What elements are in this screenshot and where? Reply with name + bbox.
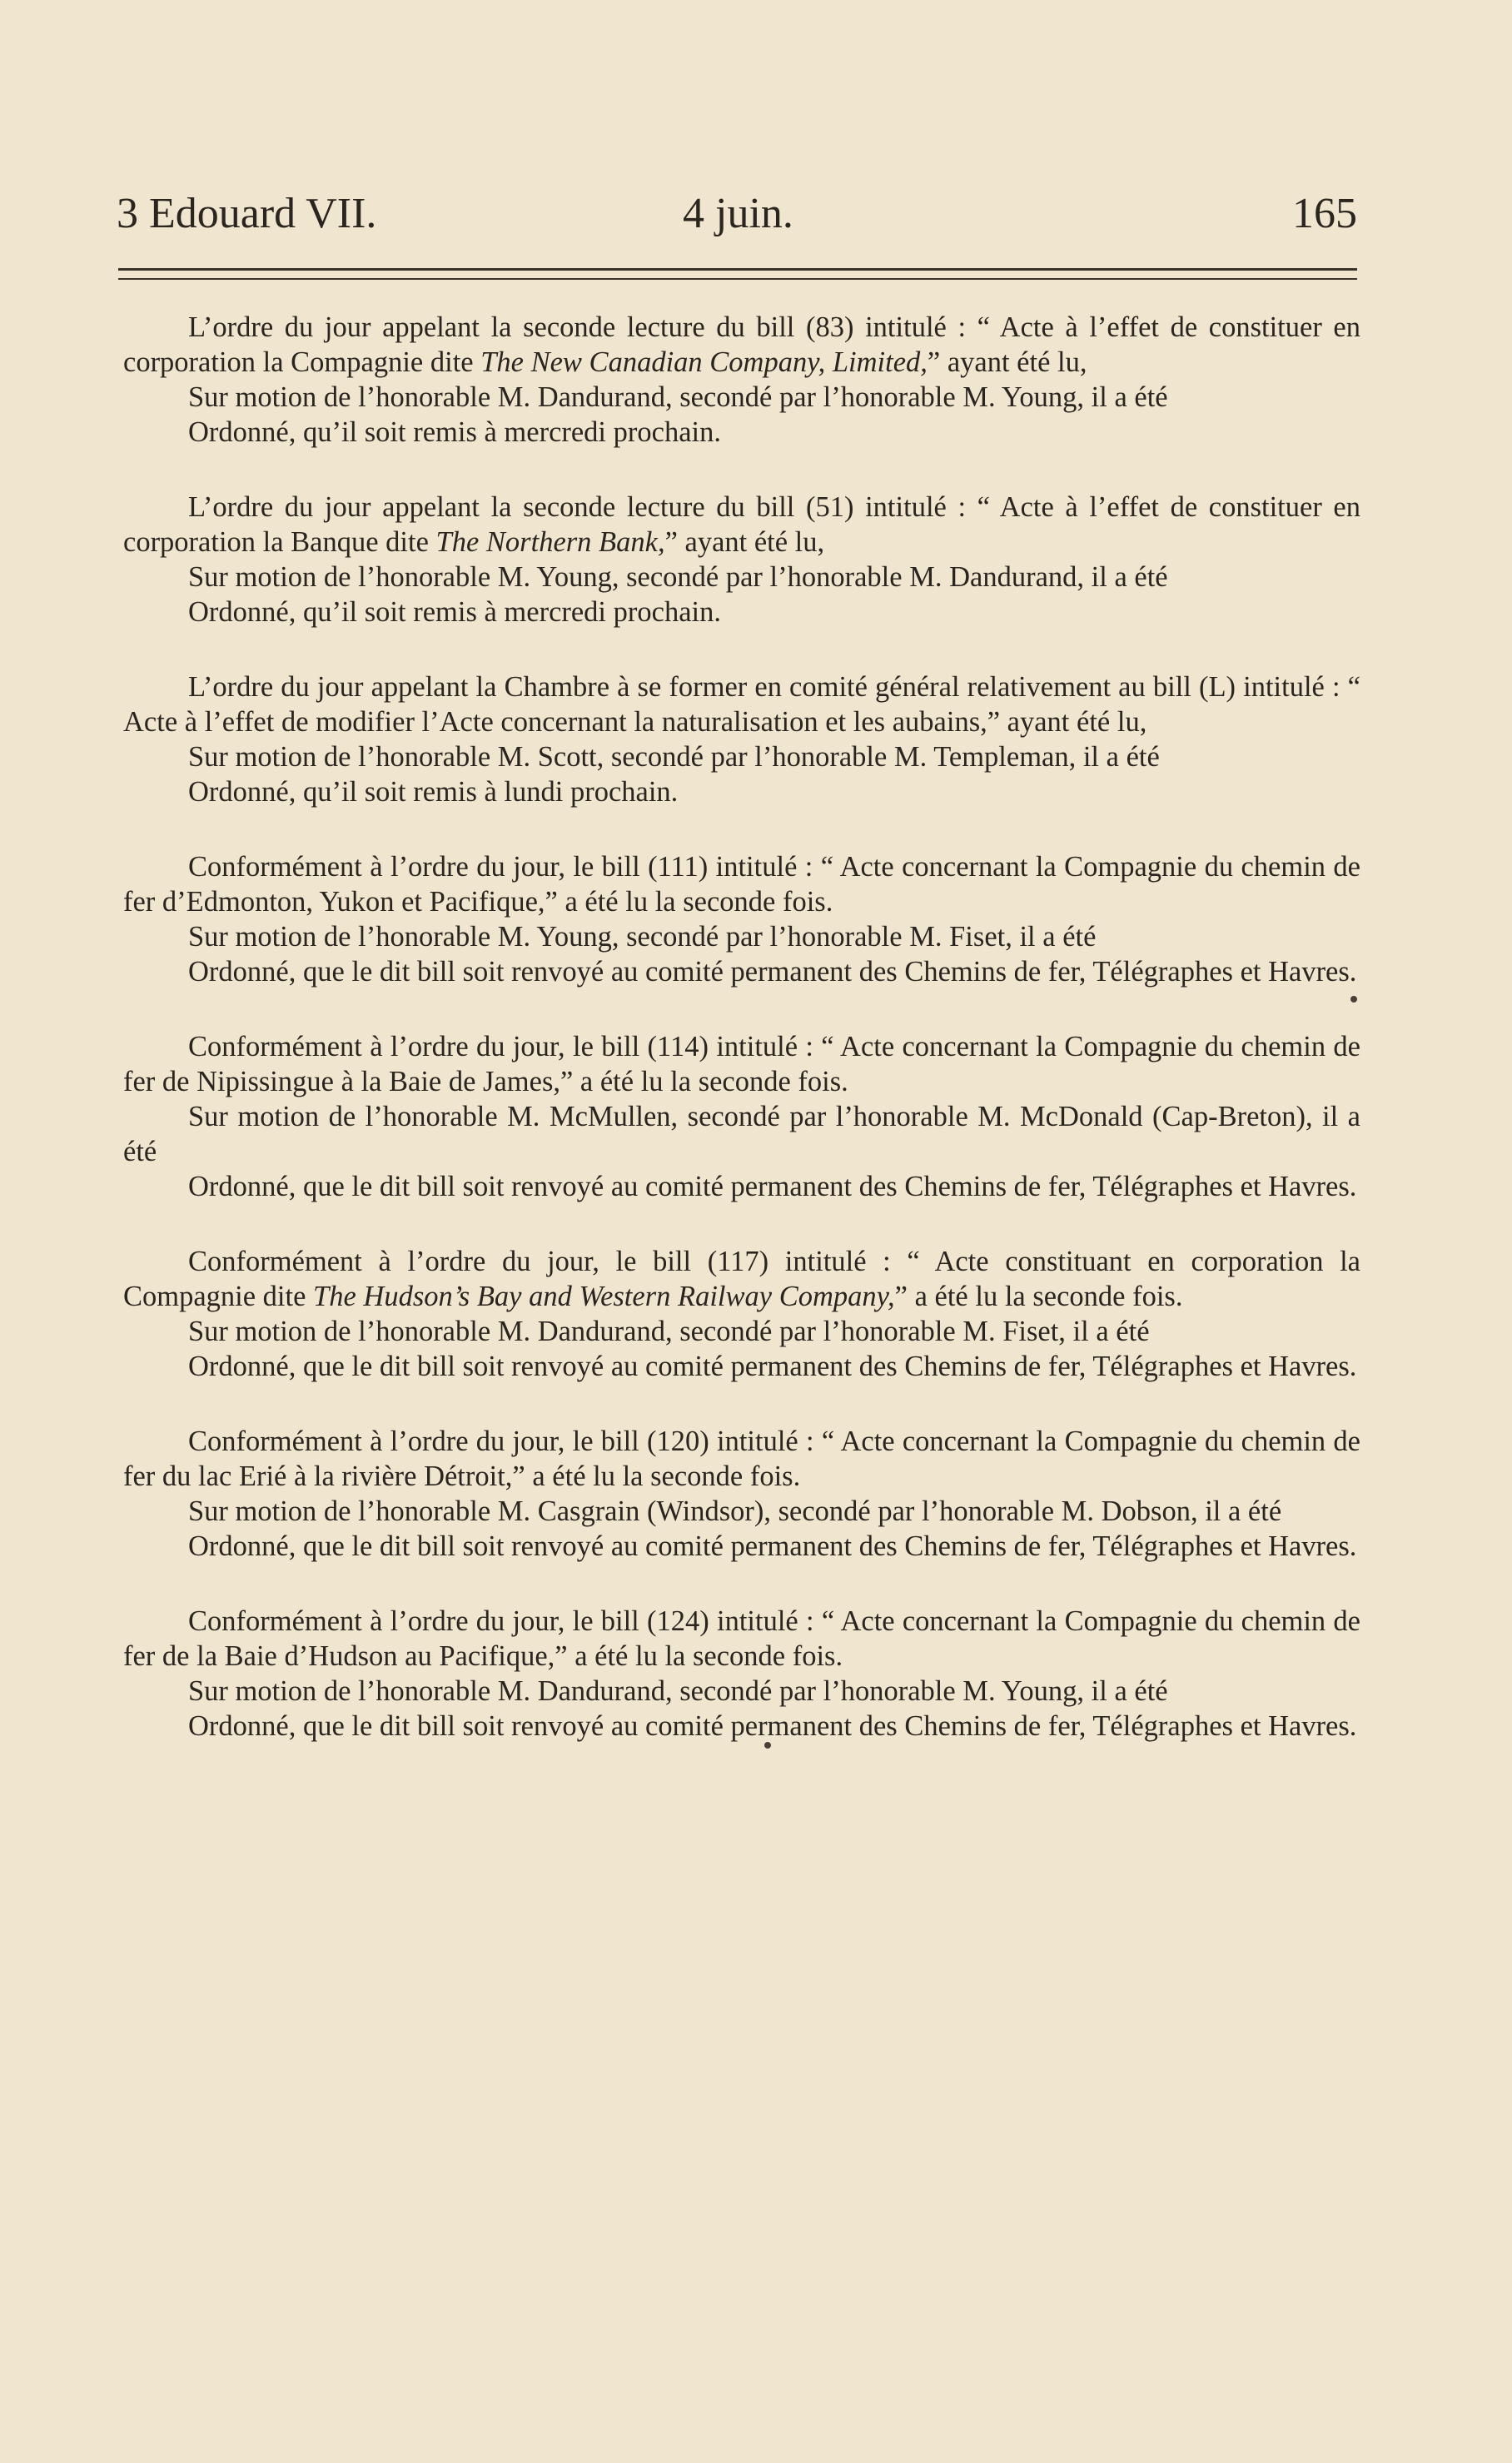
italic-name: The New Canadian Company, Limited, bbox=[480, 346, 928, 378]
body-text bbox=[123, 310, 1360, 1784]
print-speck bbox=[1350, 996, 1357, 1003]
motion-text bbox=[123, 1674, 1360, 1709]
order-text bbox=[123, 415, 1360, 450]
motion-text bbox=[123, 560, 1360, 595]
paragraph-lead-text bbox=[123, 310, 1360, 380]
text-run: Sur motion de l’honorable M. Dandurand, secondé par l’honorable M. Fiset, il a été bbox=[188, 1316, 1150, 1347]
italic-name: The Hudson’s Bay and Western Railway Company, bbox=[313, 1281, 895, 1312]
page-number: 165 bbox=[1292, 190, 1357, 237]
text-run: ” ayant été lu, bbox=[927, 346, 1087, 378]
text-run: Sur motion de l’honorable M. Dandurand, secondé par l’honorable M. Young, il a été bbox=[188, 1675, 1168, 1707]
text-run: L’ordre du jour appelant la seconde lecture du bill (83) intitulé : “ Acte à l’effet de constituer en corporation la Compagnie dite bbox=[123, 311, 1360, 378]
motion-text bbox=[123, 739, 1360, 774]
paragraph bbox=[123, 1424, 1360, 1564]
text-run: Sur motion de l’honorable M. McMullen, secondé par l’honorable M. McDonald (Cap-Breton), il a été bbox=[123, 1101, 1360, 1167]
text-run: Sur motion de l’honorable M. Casgrain (Windsor), secondé par l’honorable M. Dobson, il a été bbox=[188, 1495, 1282, 1527]
order-text bbox=[123, 1349, 1360, 1384]
text-run: Conformément à l’ordre du jour, le bill (117) intitulé : “ Acte constituant en corporation la Compagnie dite bbox=[123, 1246, 1360, 1312]
text-run: Ordonné, qu’il soit remis à lundi prochain. bbox=[188, 776, 679, 808]
paragraph bbox=[123, 1244, 1360, 1384]
paragraph bbox=[123, 490, 1360, 629]
text-run: Ordonné, que le dit bill soit renvoyé au comité permanent des Chemins de fer, Télégraphes et Havres. bbox=[188, 1351, 1357, 1382]
order-text bbox=[123, 1709, 1360, 1744]
header-date: 4 juin. bbox=[683, 190, 793, 237]
text-run: Ordonné, que le dit bill soit renvoyé au comité permanent des Chemins de fer, Télégraphes et Havres. bbox=[188, 1530, 1357, 1562]
motion-text bbox=[123, 1099, 1360, 1169]
text-run: L’ordre du jour appelant la seconde lecture du bill (51) intitulé : “ Acte à l’effet de constituer en corporation la Banque dite bbox=[123, 491, 1360, 558]
text-run: ” ayant été lu, bbox=[664, 526, 825, 558]
text-run: ” a été lu la seconde fois. bbox=[894, 1281, 1183, 1312]
paragraph-lead-text bbox=[123, 1424, 1360, 1494]
order-text bbox=[123, 774, 1360, 809]
motion-text bbox=[123, 1314, 1360, 1349]
paragraph-lead-text bbox=[123, 1029, 1360, 1099]
text-run: Ordonné, que le dit bill soit renvoyé au comité permanent des Chemins de fer, Télégraphes et Havres. bbox=[188, 1171, 1357, 1202]
text-run: Sur motion de l’honorable M. Young, secondé par l’honorable M. Fiset, il a été bbox=[188, 921, 1097, 953]
text-run: Sur motion de l’honorable M. Dandurand, secondé par l’honorable M. Young, il a été bbox=[188, 381, 1168, 413]
text-run: Conformément à l’ordre du jour, le bill (111) intitulé : “ Acte concernant la Compagnie du chemin de fer d’Edmonton, Yukon et Pacifique,” a été lu la seconde fois. bbox=[123, 851, 1360, 918]
paragraph bbox=[123, 1029, 1360, 1204]
order-text bbox=[123, 595, 1360, 629]
motion-text bbox=[123, 1494, 1360, 1529]
italic-name: The Northern Bank, bbox=[435, 526, 665, 558]
text-run: Ordonné, qu’il soit remis à mercredi prochain. bbox=[188, 596, 721, 628]
text-run: Conformément à l’ordre du jour, le bill (114) intitulé : “ Acte concernant la Compagnie du chemin de fer de Nipissingue à la Baie de James,” a été lu la seconde fois. bbox=[123, 1031, 1360, 1097]
running-header bbox=[117, 185, 1357, 243]
paragraph-lead-text bbox=[123, 490, 1360, 560]
paragraph bbox=[123, 1604, 1360, 1744]
print-speck bbox=[764, 1742, 771, 1749]
motion-text bbox=[123, 380, 1360, 415]
text-run: Ordonné, que le dit bill soit renvoyé au comité permanent des Chemins de fer, Télégraphes et Havres. bbox=[188, 1710, 1357, 1742]
header-rule-thick bbox=[118, 268, 1357, 271]
text-run: Ordonné, que le dit bill soit renvoyé au comité permanent des Chemins de fer, Télégraphes et Havres. bbox=[188, 956, 1357, 988]
paragraph bbox=[123, 669, 1360, 809]
text-run: Sur motion de l’honorable M. Young, secondé par l’honorable M. Dandurand, il a été bbox=[188, 561, 1168, 593]
text-run: Ordonné, qu’il soit remis à mercredi prochain. bbox=[188, 416, 721, 448]
order-text bbox=[123, 1529, 1360, 1564]
text-run: Conformément à l’ordre du jour, le bill (124) intitulé : “ Acte concernant la Compagnie du chemin de fer de la Baie d’Hudson au Pacifique,” a été lu la seconde fois. bbox=[123, 1605, 1360, 1672]
paragraph-lead-text bbox=[123, 669, 1360, 739]
paragraph-lead-text bbox=[123, 849, 1360, 919]
order-text bbox=[123, 1169, 1360, 1204]
text-run: L’ordre du jour appelant la Chambre à se former en comité général relativement au bill (L) intitulé : “ Acte à l’effet de modifier l’Acte concernant la naturalisation et les aubains,” ayant été lu, bbox=[123, 671, 1360, 738]
order-text bbox=[123, 954, 1360, 989]
text-run: Sur motion de l’honorable M. Scott, secondé par l’honorable M. Templeman, il a été bbox=[188, 741, 1160, 773]
paragraph-lead-text bbox=[123, 1244, 1360, 1314]
paragraph bbox=[123, 849, 1360, 989]
paragraph bbox=[123, 310, 1360, 450]
text-run: Conformément à l’ordre du jour, le bill (120) intitulé : “ Acte concernant la Compagnie du chemin de fer du lac Erié à la rivière Détroit,” a été lu la seconde fois. bbox=[123, 1426, 1360, 1492]
paragraph-lead-text bbox=[123, 1604, 1360, 1674]
header-rule-thin bbox=[118, 278, 1357, 280]
motion-text bbox=[123, 919, 1360, 954]
header-regnal-year: 3 Edouard VII. bbox=[117, 190, 377, 237]
